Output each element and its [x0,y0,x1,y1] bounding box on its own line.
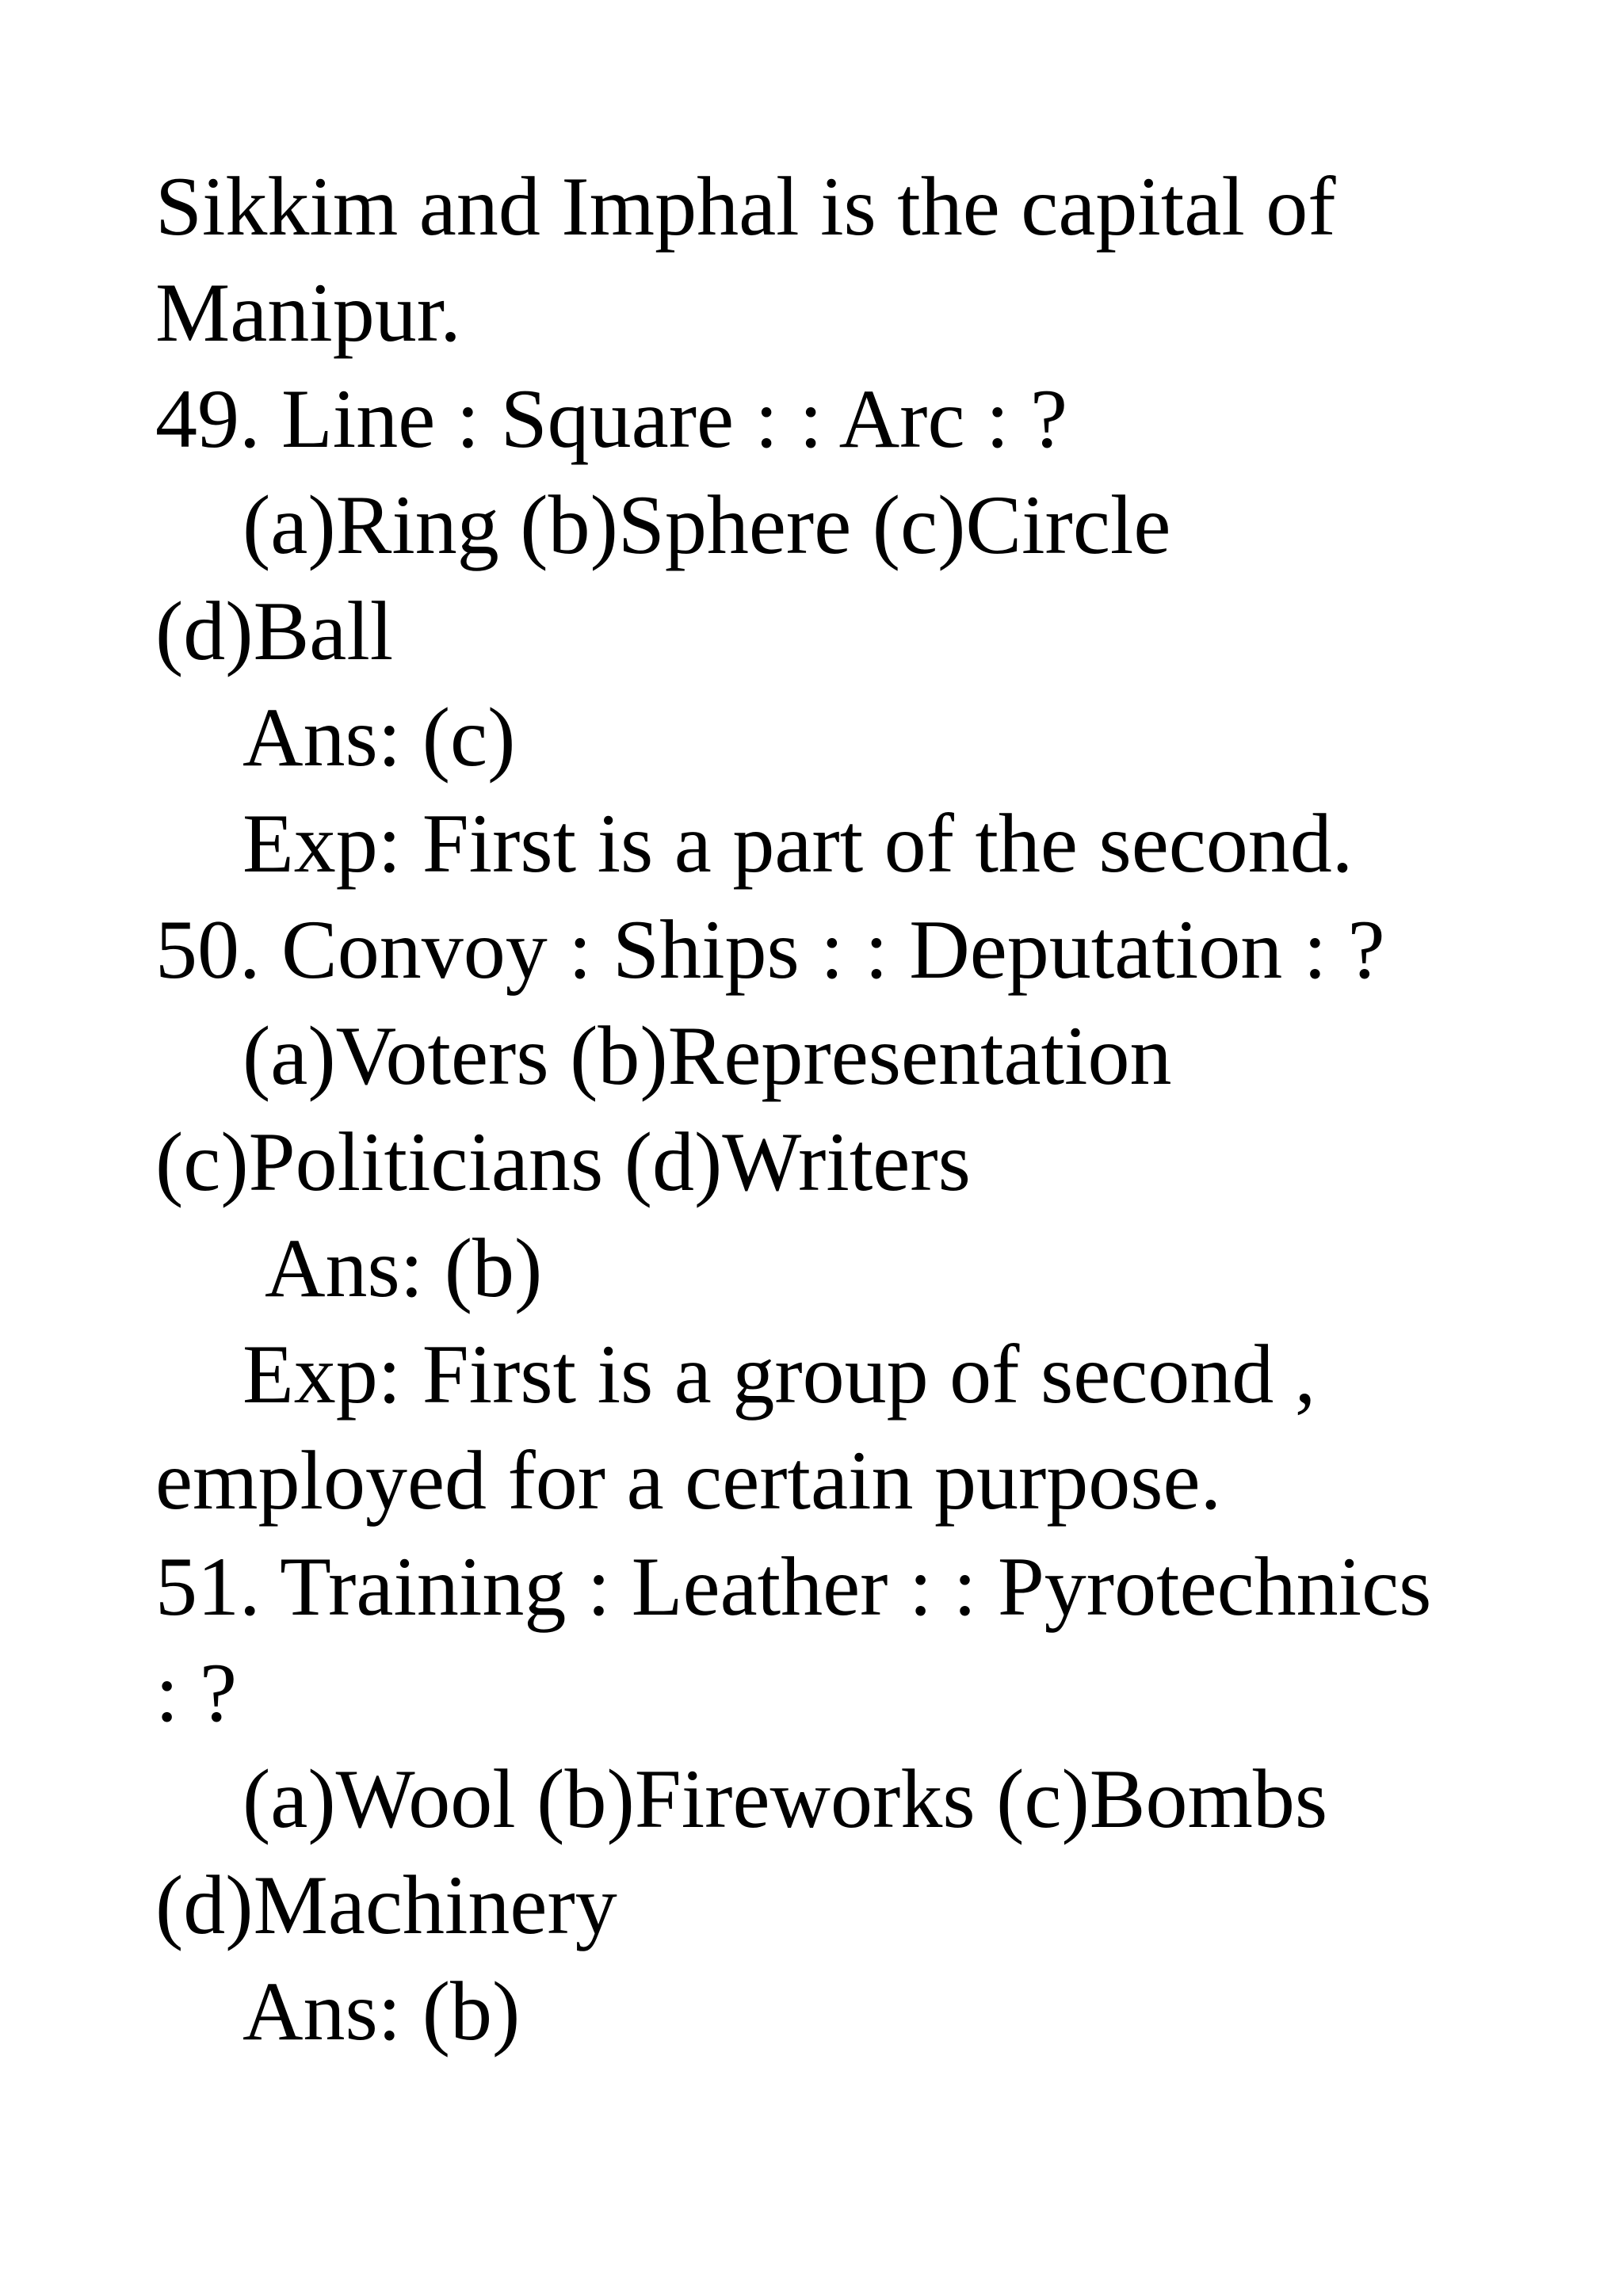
question-49-options-cont: (d)Ball [155,585,394,677]
question-50-options-cont: (c)Politicians (d)Writers [155,1116,971,1208]
question-51-options-cont: (d)Machinery [155,1859,617,1951]
question-50-explanation: Exp: First is a group of second , [242,1328,1316,1421]
question-51-options: (a)Wool (b)Fireworks (c)Bombs [242,1753,1328,1845]
question-51: 51. Training : Leather : : Pyrotechnics [155,1540,1432,1633]
text-line: Sikkim and Imphal is the capital of [155,160,1336,253]
question-49-explanation: Exp: First is a part of the second. [242,797,1354,890]
question-51-answer: Ans: (b) [242,1965,521,2058]
question-50-options: (a)Voters (b)Representation [242,1009,1172,1102]
question-50-explanation-cont: employed for a certain purpose. [155,1434,1222,1527]
question-49-answer: Ans: (c) [242,691,516,784]
text-line: Manipur. [155,266,461,359]
question-51-cont: : ? [155,1646,237,1739]
question-50: 50. Convoy : Ships : : Deputation : ? [155,903,1385,996]
question-49: 49. Line : Square : : Arc : ? [155,372,1067,465]
question-49-options: (a)Ring (b)Sphere (c)Circle [242,479,1171,571]
question-50-answer: Ans: (b) [265,1222,543,1314]
